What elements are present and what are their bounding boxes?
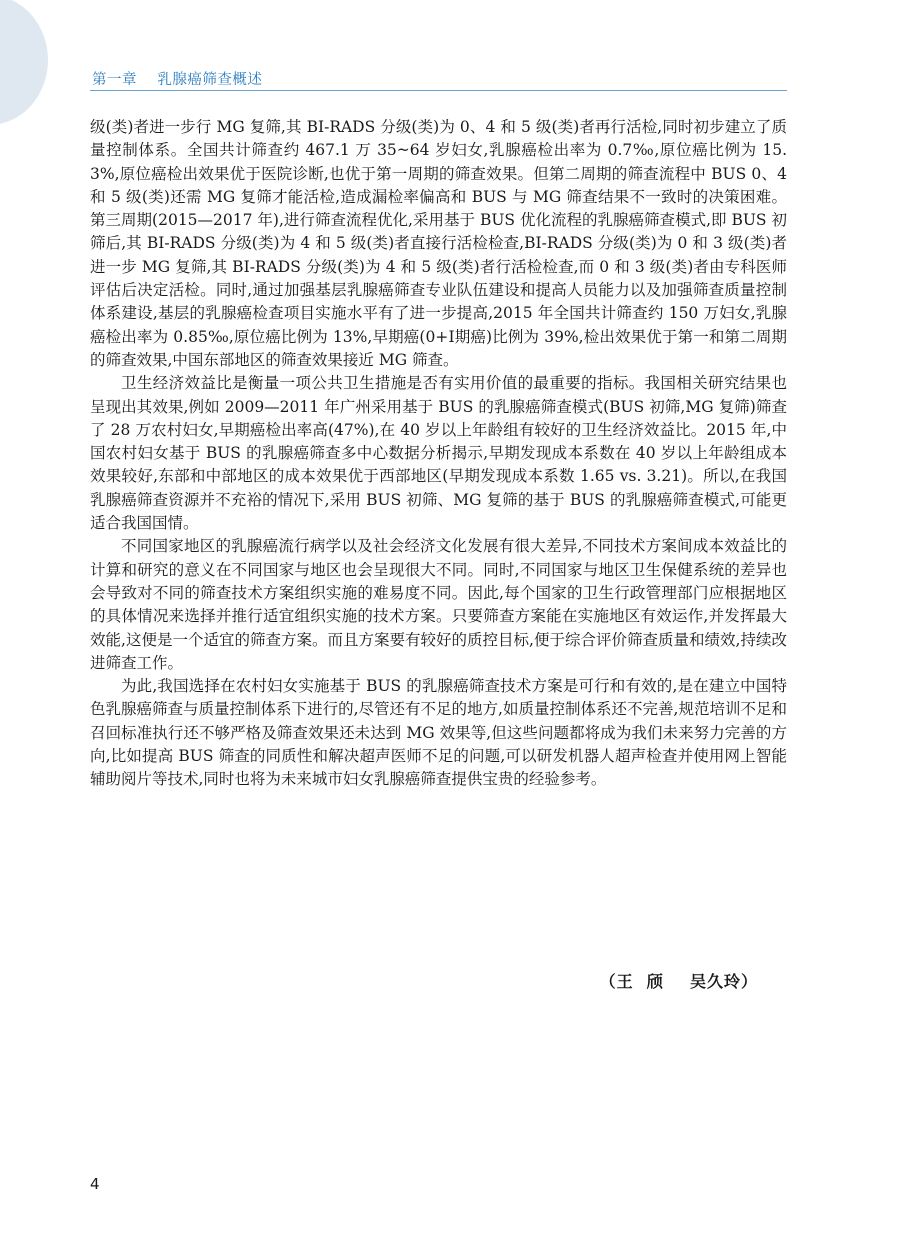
page-number: 4 — [90, 1175, 100, 1193]
body-text — [90, 116, 787, 792]
running-header — [90, 64, 787, 91]
paragraph-4: 为此,我国选择在农村妇女实施基于 BUS 的乳腺癌筛查技术方案是可行和有效的,是在建立中国特色乳腺癌筛查与质量控制体系下进行的,尽管还有不足的地方,如质量控制体系还不完善,规范培训不足和召回标准执行还不够严格及筛查效果还未达到 MG 效果等,但这些问题都将成为我们未来努力完善的方向,比如提高 BUS 筛查的同质性和解决超声医师不足的问题,可以研发机器人超声检查并使用网上智能辅助阅片等技术,同时也将为未来城市妇女乳腺癌筛查提供宝贵的经验参考。 — [90, 677, 787, 789]
paragraph-1: 级(类)者进一步行 MG 复筛,其 BI-RADS 分级(类)为 0、4 和 5 级(类)者再行活检,同时初步建立了质量控制体系。全国共计筛查约 467.1 万 35~64 岁妇女,乳腺癌检出率为 0.7‰,原位癌比例为 15.3%,原位癌检出效果优于医院诊断,也优于第一周期的筛查效果。但第二周期的筛查流程中 BUS 0、4 和 5 级(类)还需 MG 复筛才能活检,造成漏检率偏高和 BUS 与 MG 筛查结果不一致时的决策困难。第三周期(2015—2017 年),进行筛查流程优化,采用基于 BUS 优化流程的乳腺癌筛查模式,即 BUS 初筛后,其 BI-RADS 分级(类)为 4 和 5 级(类)者直接行活检检查,BI-RADS 分级(类)为 0 和 3 级(类)者进一步 MG 复筛,其 BI-RADS 分级(类)为 4 和 5 级(类)者行活检检查,而 0 和 3 级(类)者由专科医师评估后决定活检。同时,通过加强基层乳腺癌筛查专业队伍建设和提高人员能力以及加强筛查质量控制体系建设,基层的乳腺癌检查项目实施水平有了进一步提高,2015 年全国共计筛查约 150 万妇女,乳腺癌检出率为 0.85‰,原位癌比例为 13%,早期癌(0+Ⅰ期癌)比例为 39%,检出效果优于第一和第二周期的筛查效果,中国东部地区的筛查效果接近 MG 筛查。 — [90, 118, 787, 369]
paragraph-3: 不同国家地区的乳腺癌流行病学以及社会经济文化发展有很大差异,不同技术方案间成本效益比的计算和研究的意义在不同国家与地区也会呈现很大不同。同时,不同国家与地区卫生保健系统的差异也会导致对不同的筛查技术方案组织实施的难易度不同。因此,每个国家的卫生行政管理部门应根据地区的具体情况来选择并推行适宜组织实施的技术方案。只要筛查方案能在实施地区有效运作,并发挥最大效能,这便是一个适宜的筛查方案。而且方案要有较好的质控目标,便于综合评价筛查质量和绩效,持续改进筛查工作。 — [90, 537, 787, 672]
paragraph-2: 卫生经济效益比是衡量一项公共卫生措施是否有实用价值的最重要的指标。我国相关研究结果也呈现出其效果,例如 2009—2011 年广州采用基于 BUS 的乳腺癌筛查模式(BUS 初筛,MG 复筛)筛查了 28 万农村妇女,早期癌检出率高(47%),在 40 岁以上年龄组有较好的卫生经济效益比。2015 年,中国农村妇女基于 BUS 的乳腺癌筛查多中心数据分析揭示,早期发现成本系数在 40 岁以上年龄组成本效果较好,东部和中部地区的成本效果优于西部地区(早期发现成本系数 1.65 vs. 3.21)。所以,在我国乳腺癌筛查资源并不充裕的情况下,采用 BUS 初筛、MG 复筛的基于 BUS 的乳腺癌筛查模式,可能更适合我国国情。 — [90, 374, 787, 533]
chapter-title: 第一章 乳腺癌筛查概述 — [92, 72, 263, 88]
author-signature: （王 颀 吴久玲） — [599, 972, 758, 991]
corner-decoration — [0, 0, 48, 125]
